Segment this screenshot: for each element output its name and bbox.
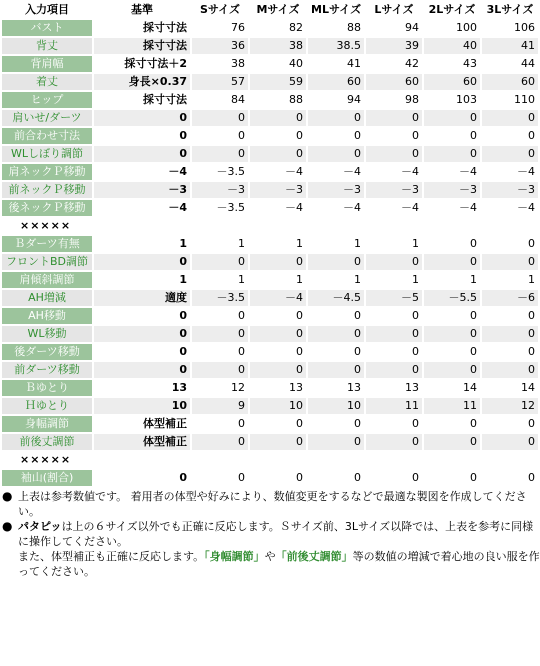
size-value-cell: 0 (424, 470, 480, 486)
size-value-cell: 40 (250, 56, 306, 72)
size-value-cell: 0 (482, 128, 538, 144)
row-label: 袖山(割合) (2, 470, 92, 486)
size-value-cell: －4 (424, 200, 480, 216)
standard-cell: 適度 (94, 290, 190, 306)
size-value-cell: 38 (250, 38, 306, 54)
row-label: Ｈゆとり (2, 398, 92, 414)
row-label: AH増減 (2, 290, 92, 306)
size-value-cell: 11 (366, 398, 422, 414)
size-value-cell: 57 (192, 74, 248, 90)
size-value-cell: 0 (424, 254, 480, 270)
size-value-cell: 0 (366, 416, 422, 432)
row-label: Ｂゆとり (2, 380, 92, 396)
size-value-cell: 0 (366, 326, 422, 342)
size-value-cell: 1 (192, 236, 248, 252)
standard-cell: －4 (94, 200, 190, 216)
size-value-cell: 84 (192, 92, 248, 108)
standard-cell: 0 (94, 362, 190, 378)
size-value-cell: 60 (424, 74, 480, 90)
size-value-cell: 0 (250, 434, 306, 450)
header-row (2, 2, 538, 18)
table-row (2, 254, 538, 270)
row-label: WL移動 (2, 326, 92, 342)
empty-cell (250, 452, 306, 468)
separator-row (2, 218, 538, 234)
standard-cell: 採寸寸法 (94, 92, 190, 108)
size-value-cell: 38.5 (308, 38, 364, 54)
size-value-cell: 0 (366, 254, 422, 270)
keyword-body-width: 「身幅調節」 (204, 550, 265, 563)
row-label: 肩いせ/ダーツ (2, 110, 92, 126)
size-value-cell: 1 (192, 272, 248, 288)
row-label: 前後丈調節 (2, 434, 92, 450)
size-value-cell: 0 (308, 470, 364, 486)
size-value-cell: 14 (424, 380, 480, 396)
size-value-cell: －4 (366, 164, 422, 180)
size-value-cell: 1 (250, 236, 306, 252)
size-value-cell: 10 (250, 398, 306, 414)
standard-cell: 13 (94, 380, 190, 396)
size-value-cell: 0 (424, 416, 480, 432)
size-value-cell: －3.5 (192, 290, 248, 306)
size-value-cell: 0 (482, 326, 538, 342)
size-value-cell: －3 (366, 182, 422, 198)
size-value-cell: －4 (482, 200, 538, 216)
size-value-cell: 0 (482, 110, 538, 126)
size-value-cell: 0 (308, 146, 364, 162)
empty-cell (366, 218, 422, 234)
size-value-cell: 1 (424, 272, 480, 288)
size-value-cell: 13 (366, 380, 422, 396)
size-value-cell: 60 (308, 74, 364, 90)
size-value-cell: 98 (366, 92, 422, 108)
size-value-cell: 0 (192, 110, 248, 126)
size-value-cell: 0 (308, 254, 364, 270)
table-row (2, 308, 538, 324)
size-value-cell: 0 (250, 326, 306, 342)
size-value-cell: 0 (308, 308, 364, 324)
size-value-cell: －3 (424, 182, 480, 198)
size-value-cell: 0 (366, 434, 422, 450)
size-value-cell: 0 (250, 362, 306, 378)
table-row (2, 434, 538, 450)
size-value-cell: 0 (250, 416, 306, 432)
header-cell: 3Lサイズ (482, 2, 538, 18)
size-value-cell: 0 (250, 146, 306, 162)
size-value-cell: 1 (482, 272, 538, 288)
standard-cell: 体型補正 (94, 416, 190, 432)
separator-label: ××××× (2, 218, 92, 234)
standard-cell: 10 (94, 398, 190, 414)
standard-cell: 1 (94, 272, 190, 288)
size-value-cell: 13 (250, 380, 306, 396)
size-value-cell: 0 (424, 236, 480, 252)
row-label: 背肩幅 (2, 56, 92, 72)
size-value-cell: 103 (424, 92, 480, 108)
row-label: 前ダーツ移動 (2, 362, 92, 378)
row-label: Ｂダーツ有無 (2, 236, 92, 252)
size-value-cell: 0 (482, 344, 538, 360)
size-value-cell: 0 (482, 470, 538, 486)
size-value-cell: 0 (482, 362, 538, 378)
table-row (2, 110, 538, 126)
row-label: ヒップ (2, 92, 92, 108)
note-text-rest: は上の６サイズ以外でも正確に反応します。Ｓサイズ前、3Lサイズ以降では、上表を参考に同様に操作してください。 (18, 520, 534, 548)
size-value-cell: 0 (192, 434, 248, 450)
size-value-cell: －4 (424, 164, 480, 180)
empty-cell (424, 218, 480, 234)
size-value-cell: 1 (308, 236, 364, 252)
table-row (2, 326, 538, 342)
note-text (18, 519, 540, 549)
size-value-cell: 76 (192, 20, 248, 36)
table-row (2, 146, 538, 162)
size-value-cell: 0 (482, 308, 538, 324)
size-value-cell: 0 (424, 434, 480, 450)
header-cell: MLサイズ (308, 2, 364, 18)
size-value-cell: 0 (482, 254, 538, 270)
size-value-cell: 1 (250, 272, 306, 288)
size-value-cell: 0 (482, 434, 538, 450)
size-value-cell: 0 (250, 254, 306, 270)
table-row (2, 182, 538, 198)
standard-cell: 0 (94, 254, 190, 270)
note-text: また、体型補正も正確に反応します。 (18, 550, 205, 563)
standard-cell: 0 (94, 470, 190, 486)
size-value-cell: 10 (308, 398, 364, 414)
standard-cell: 0 (94, 110, 190, 126)
standard-cell: 0 (94, 128, 190, 144)
separator-label: ××××× (2, 452, 92, 468)
bullet-icon: ● (2, 489, 13, 503)
table-row (2, 380, 538, 396)
size-value-cell: －4 (308, 164, 364, 180)
size-value-cell: 0 (192, 326, 248, 342)
table-row (2, 164, 538, 180)
size-value-cell: 0 (366, 362, 422, 378)
size-value-cell: 0 (308, 110, 364, 126)
table-row (2, 398, 538, 414)
size-value-cell: 0 (424, 344, 480, 360)
empty-cell (94, 218, 190, 234)
empty-cell (308, 452, 364, 468)
size-value-cell: 0 (424, 326, 480, 342)
standard-cell: 体型補正 (94, 434, 190, 450)
table-row (2, 92, 538, 108)
empty-cell (482, 218, 538, 234)
empty-cell (424, 452, 480, 468)
note-text: や (264, 550, 276, 563)
size-value-cell: 41 (482, 38, 538, 54)
empty-cell (192, 452, 248, 468)
size-value-cell: 0 (250, 308, 306, 324)
empty-cell (250, 218, 306, 234)
standard-cell: －3 (94, 182, 190, 198)
size-value-cell: 39 (366, 38, 422, 54)
size-value-cell: －4 (250, 200, 306, 216)
size-value-cell: －3.5 (192, 164, 248, 180)
header-cell: 基準 (94, 2, 190, 18)
size-value-cell: 0 (366, 308, 422, 324)
standard-cell: 1 (94, 236, 190, 252)
bullet-icon: ● (2, 519, 13, 533)
table-row (2, 200, 538, 216)
size-value-cell: 0 (366, 110, 422, 126)
row-label: バスト (2, 20, 92, 36)
size-value-cell: －3.5 (192, 200, 248, 216)
size-value-cell: 0 (192, 308, 248, 324)
empty-cell (94, 452, 190, 468)
table-row (2, 128, 538, 144)
size-value-cell: 0 (308, 362, 364, 378)
size-value-cell: 0 (424, 128, 480, 144)
size-value-cell: －5 (366, 290, 422, 306)
size-value-cell: －4.5 (308, 290, 364, 306)
row-label: 肩傾斜調節 (2, 272, 92, 288)
table-row (2, 20, 538, 36)
size-value-cell: 0 (250, 470, 306, 486)
size-value-cell: 0 (482, 236, 538, 252)
size-value-cell: 41 (308, 56, 364, 72)
size-value-cell: 44 (482, 56, 538, 72)
size-value-cell: 42 (366, 56, 422, 72)
notes (0, 489, 540, 579)
size-value-cell: 0 (308, 416, 364, 432)
size-value-cell: 43 (424, 56, 480, 72)
row-label: 前ネックＰ移動 (2, 182, 92, 198)
size-value-cell: －5.5 (424, 290, 480, 306)
product-name: パタピッ (18, 520, 62, 533)
size-value-cell: 60 (366, 74, 422, 90)
header-cell: Lサイズ (366, 2, 422, 18)
size-value-cell: －3 (482, 182, 538, 198)
table-row (2, 56, 538, 72)
size-value-cell: 0 (250, 128, 306, 144)
size-value-cell: 59 (250, 74, 306, 90)
keyword-length: 「前後丈調節」 (275, 550, 353, 563)
row-label: 前合わせ寸法 (2, 128, 92, 144)
note-text: 上表は参考数値です。 着用者の体型や好みにより、数値変更をするなどで最適な製図を作成してください。 (18, 490, 527, 518)
table-row (2, 236, 538, 252)
size-value-cell: 0 (424, 308, 480, 324)
size-value-cell: 0 (424, 362, 480, 378)
size-value-cell: 36 (192, 38, 248, 54)
empty-cell (308, 218, 364, 234)
size-value-cell: 0 (192, 362, 248, 378)
table-body (2, 20, 538, 486)
row-label: 肩ネックＰ移動 (2, 164, 92, 180)
size-value-cell: 0 (424, 110, 480, 126)
note-2 (2, 519, 540, 549)
size-value-cell: 1 (366, 272, 422, 288)
row-label: 後ダーツ移動 (2, 344, 92, 360)
row-label: 背丈 (2, 38, 92, 54)
size-value-cell: －4 (250, 164, 306, 180)
size-value-cell: －6 (482, 290, 538, 306)
size-value-cell: 0 (308, 128, 364, 144)
row-label: AH移動 (2, 308, 92, 324)
table-row (2, 362, 538, 378)
size-value-cell: －4 (308, 200, 364, 216)
size-value-cell: 0 (366, 128, 422, 144)
note-3 (2, 549, 540, 579)
size-value-cell: 0 (308, 344, 364, 360)
size-value-cell: 60 (482, 74, 538, 90)
size-value-cell: 12 (482, 398, 538, 414)
size-value-cell: 9 (192, 398, 248, 414)
size-value-cell: 13 (308, 380, 364, 396)
size-value-cell: －4 (482, 164, 538, 180)
standard-cell: 0 (94, 146, 190, 162)
table-row (2, 290, 538, 306)
size-value-cell: 12 (192, 380, 248, 396)
size-value-cell: －3 (308, 182, 364, 198)
size-value-cell: 0 (192, 344, 248, 360)
size-value-cell: 0 (308, 326, 364, 342)
size-value-cell: 0 (482, 146, 538, 162)
size-value-cell: 88 (308, 20, 364, 36)
size-value-cell: 0 (366, 344, 422, 360)
size-value-cell: 0 (192, 128, 248, 144)
standard-cell: 身長×0.37 (94, 74, 190, 90)
size-value-cell: 100 (424, 20, 480, 36)
size-value-cell: －3 (192, 182, 248, 198)
size-value-cell: 0 (250, 344, 306, 360)
size-value-cell: 106 (482, 20, 538, 36)
table-row (2, 272, 538, 288)
size-value-cell: 0 (250, 110, 306, 126)
standard-cell: 採寸寸法 (94, 20, 190, 36)
size-value-cell: 0 (366, 146, 422, 162)
size-value-cell: －4 (366, 200, 422, 216)
size-value-cell: 0 (192, 254, 248, 270)
header-cell: Mサイズ (250, 2, 306, 18)
header-cell: 2Lサイズ (424, 2, 480, 18)
size-value-cell: 0 (482, 416, 538, 432)
size-value-cell: 14 (482, 380, 538, 396)
size-value-cell: －4 (250, 290, 306, 306)
size-value-cell: 11 (424, 398, 480, 414)
size-value-cell: 94 (366, 20, 422, 36)
size-value-cell: 0 (424, 146, 480, 162)
empty-cell (482, 452, 538, 468)
separator-row (2, 452, 538, 468)
header-cell: Sサイズ (192, 2, 248, 18)
standard-cell: 採寸寸法＋2 (94, 56, 190, 72)
size-value-cell: 82 (250, 20, 306, 36)
size-value-cell: －3 (250, 182, 306, 198)
table-row (2, 344, 538, 360)
table-row (2, 74, 538, 90)
size-value-cell: 0 (192, 470, 248, 486)
size-value-cell: 0 (192, 416, 248, 432)
row-label: 身幅調節 (2, 416, 92, 432)
size-value-cell: 94 (308, 92, 364, 108)
size-value-cell: 0 (192, 146, 248, 162)
standard-cell: 0 (94, 308, 190, 324)
table-row (2, 470, 538, 486)
table-row (2, 416, 538, 432)
standard-cell: 0 (94, 326, 190, 342)
row-label: 後ネックＰ移動 (2, 200, 92, 216)
size-value-cell: 0 (308, 434, 364, 450)
note-text: 等の数値の増減で着心地の良い服を作ってください。 (18, 550, 540, 578)
row-label: 着丈 (2, 74, 92, 90)
size-value-cell: 0 (366, 470, 422, 486)
standard-cell: －4 (94, 164, 190, 180)
note-1 (2, 489, 540, 519)
size-value-cell: 1 (366, 236, 422, 252)
size-value-cell: 38 (192, 56, 248, 72)
empty-cell (366, 452, 422, 468)
row-label: WLしぼり調節 (2, 146, 92, 162)
standard-cell: 採寸寸法 (94, 38, 190, 54)
size-value-cell: 88 (250, 92, 306, 108)
table-row (2, 38, 538, 54)
header-cell: 入力項目 (2, 2, 92, 18)
size-value-cell: 40 (424, 38, 480, 54)
size-value-cell: 1 (308, 272, 364, 288)
size-value-cell: 110 (482, 92, 538, 108)
empty-cell (192, 218, 248, 234)
standard-cell: 0 (94, 344, 190, 360)
row-label: フロントBD調節 (2, 254, 92, 270)
